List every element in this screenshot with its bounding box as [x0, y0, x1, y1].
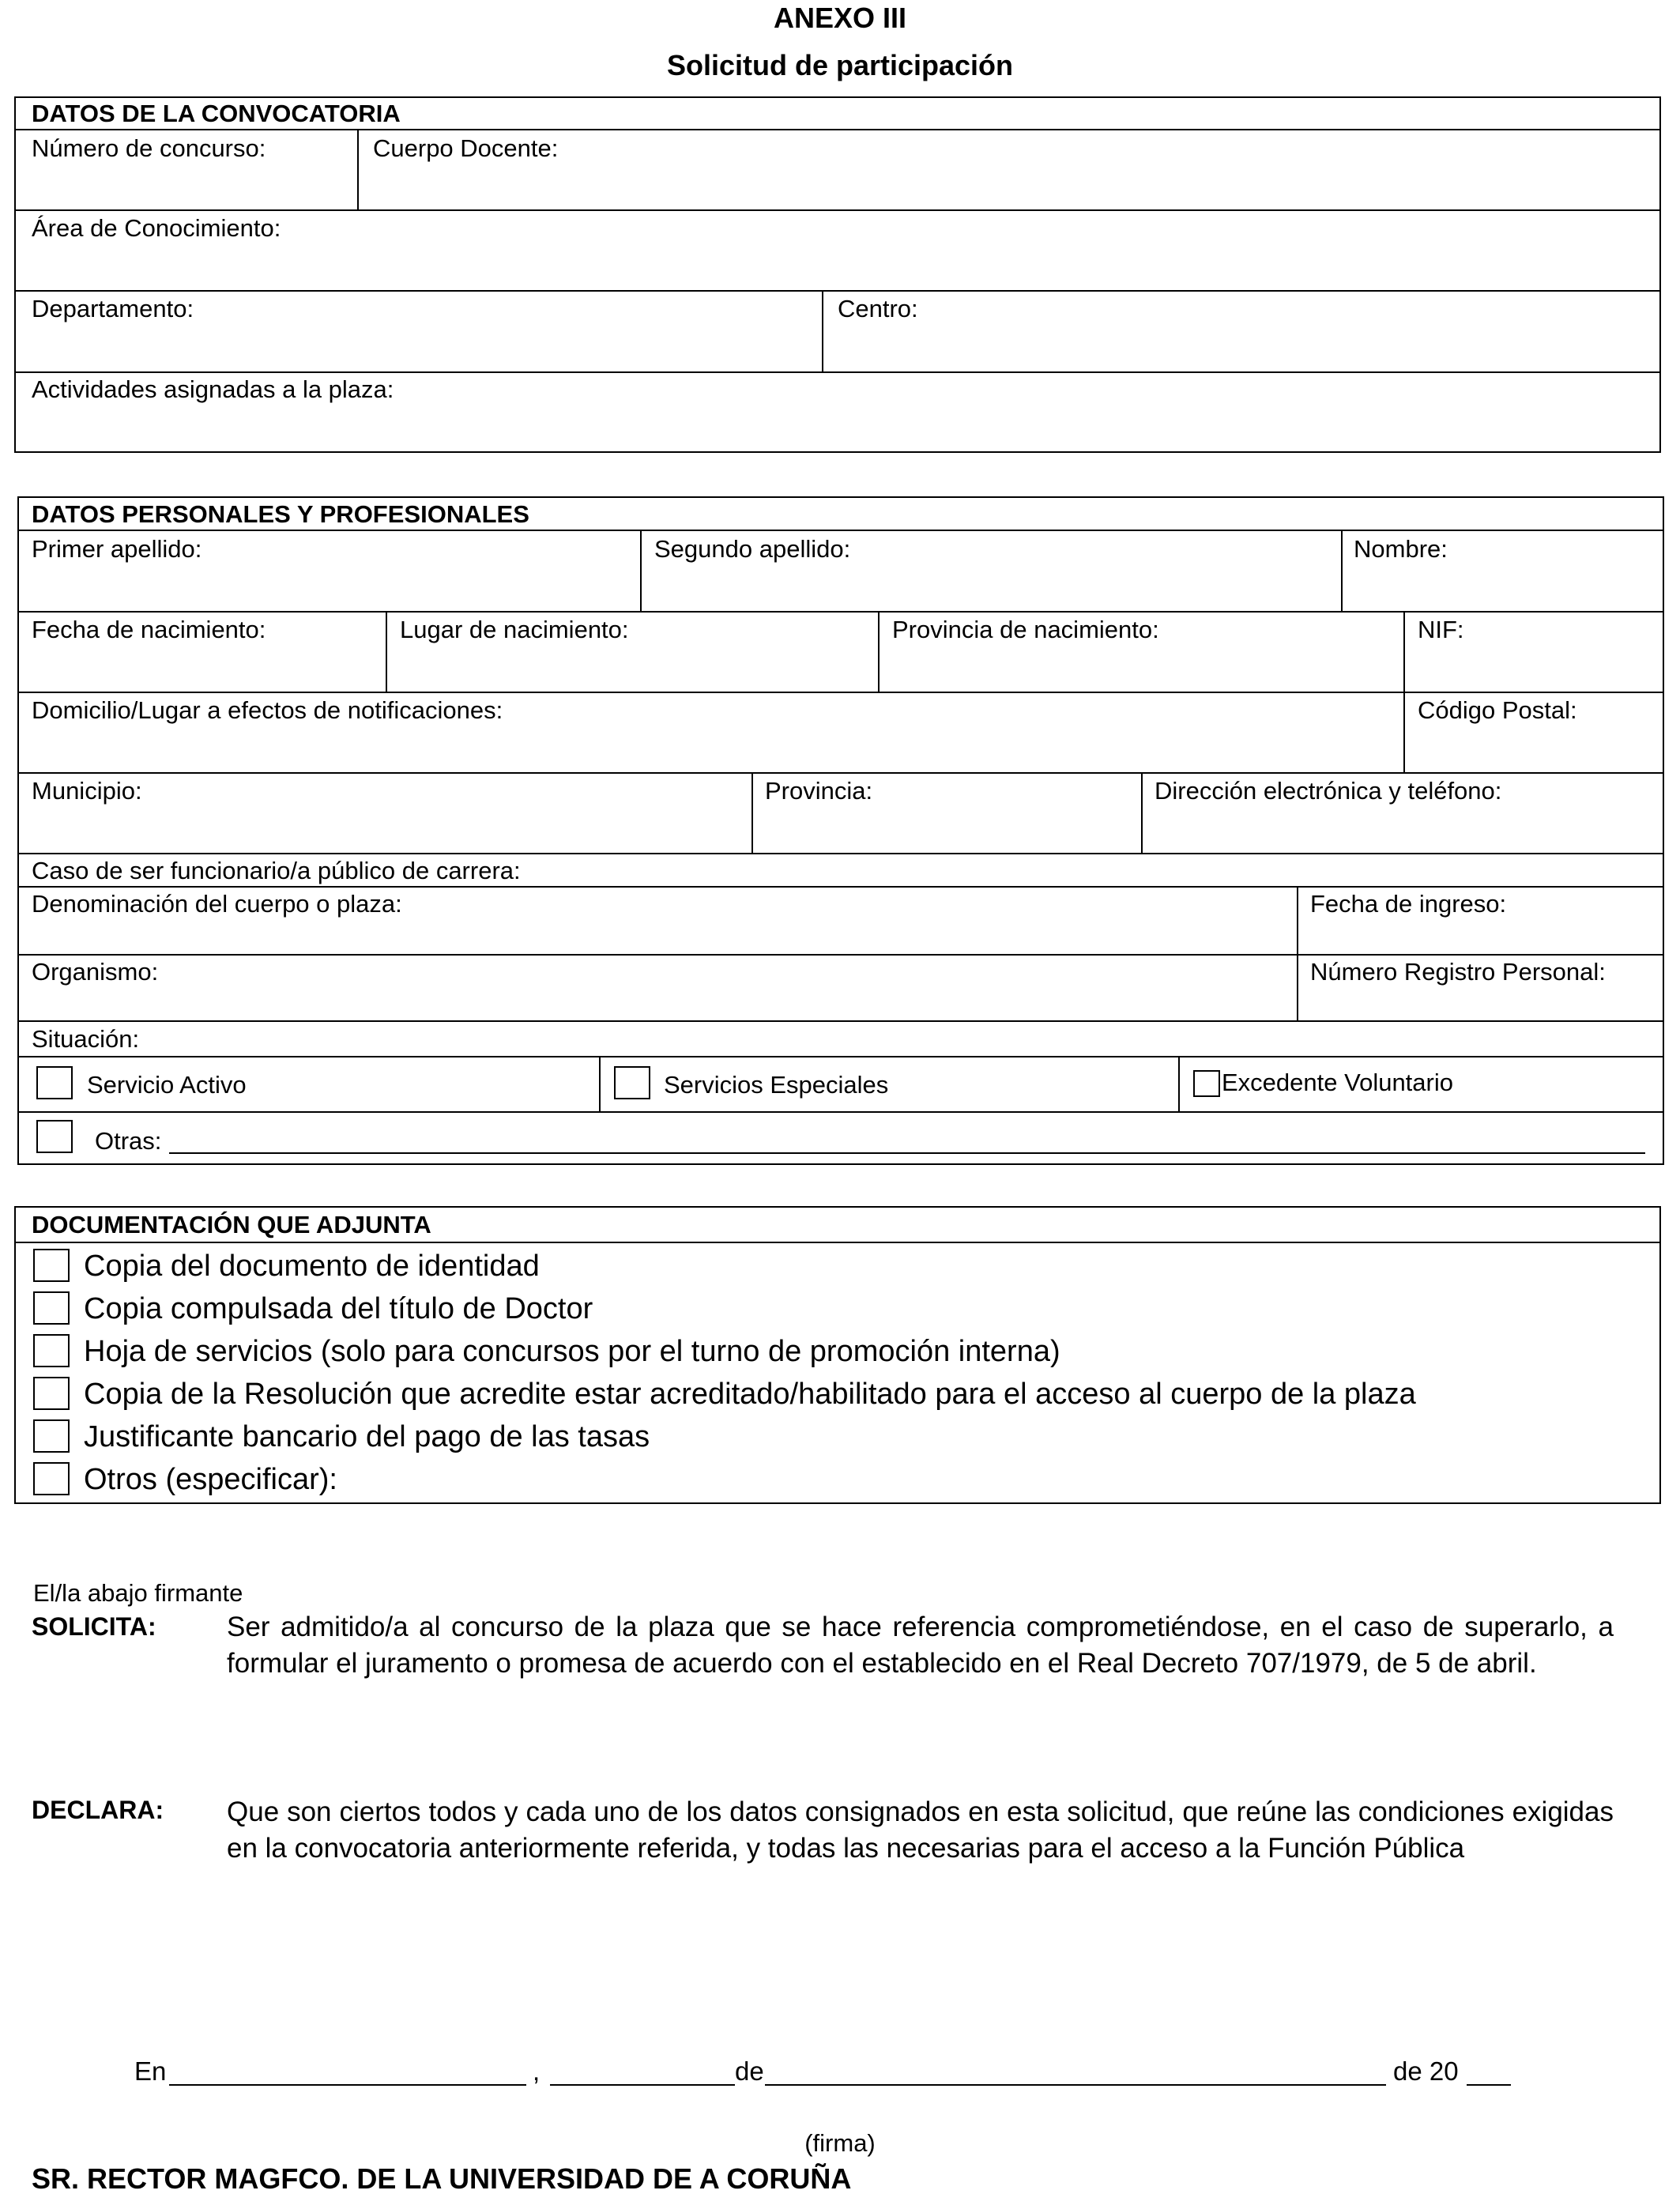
divider [599, 1056, 601, 1111]
divider [1178, 1056, 1180, 1111]
solicita-text: Ser admitido/a al concurso de la plaza que se hace referencia comprometiéndose, en el caso de superarlo, a formular el juramento o promesa de acuerdo con el establecido en el Real Decreto 707/1979, de 5 de abril. [227, 1612, 1614, 1679]
comma-label: , [533, 2056, 541, 2086]
divider [640, 530, 642, 611]
cuerpo-docente-label: Cuerpo Docente: [373, 134, 559, 162]
doc-checkbox[interactable] [33, 1334, 70, 1367]
divider [14, 209, 1661, 211]
divider [17, 954, 1664, 956]
codigo-postal-label: Código Postal: [1418, 696, 1577, 724]
declara-text: Que son ciertos todos y cada uno de los datos consignados en esta solicitud, que reúne las condiciones exigidas en la convocatoria anteriormente referida, y todas las necesarias para el acceso a la Función Pública [227, 1796, 1614, 1864]
divider [878, 611, 880, 692]
divider [17, 1056, 1664, 1057]
doc-item-label: Copia compulsada del título de Doctor [84, 1292, 593, 1325]
doc-checkbox[interactable] [33, 1462, 70, 1495]
personales-section-title: DATOS PERSONALES Y PROFESIONALES [32, 500, 529, 528]
recipient: SR. RECTOR MAGFCO. DE LA UNIVERSIDAD DE A CORUÑA [32, 2162, 852, 2194]
divider [17, 772, 1664, 774]
doc-checkbox[interactable] [33, 1291, 70, 1325]
dia-input-line[interactable] [550, 2084, 735, 2086]
divider [14, 290, 1661, 292]
firmante-intro: El/la abajo firmante [33, 1579, 243, 1607]
situacion-label: Situación: [32, 1025, 140, 1053]
otras-input-line[interactable] [169, 1152, 1645, 1154]
declara-label: DECLARA: [32, 1796, 164, 1824]
otras-checkbox[interactable] [36, 1120, 73, 1153]
divider [1141, 772, 1143, 853]
provincia-label: Provincia: [765, 777, 873, 805]
divider [357, 129, 359, 209]
divider [17, 1020, 1664, 1022]
doc-checkbox[interactable] [33, 1377, 70, 1410]
mes-input-line[interactable] [765, 2084, 1386, 2086]
denominacion-cuerpo-label: Denominación del cuerpo o plaza: [32, 890, 402, 918]
solicita-label: SOLICITA: [32, 1612, 156, 1641]
documentacion-section-title: DOCUMENTACIÓN QUE ADJUNTA [32, 1211, 431, 1238]
excedente-voluntario-checkbox[interactable] [1193, 1070, 1220, 1097]
numero-concurso-label: Número de concurso: [32, 134, 266, 162]
doc-checkbox[interactable] [33, 1249, 70, 1282]
divider [386, 611, 387, 692]
divider [17, 611, 1664, 613]
servicio-activo-label: Servicio Activo [87, 1071, 247, 1099]
divider [17, 1111, 1664, 1113]
actividades-label: Actividades asignadas a la plaza: [32, 375, 394, 403]
convocatoria-section-title: DATOS DE LA CONVOCATORIA [32, 100, 401, 127]
doc-item-label: Copia de la Resolución que acredite estar acreditado/habilitado para el acceso al cuerpo de la plaza [84, 1378, 1416, 1411]
doc-item-label: Hoja de servicios (solo para concursos por el turno de promoción interna) [84, 1335, 1060, 1368]
annex-title: ANEXO III [773, 2, 907, 34]
provincia-nacimiento-label: Provincia de nacimiento: [892, 616, 1159, 643]
domicilio-label: Domicilio/Lugar a efectos de notificaciones: [32, 696, 503, 724]
excedente-voluntario-label: Excedente Voluntario [1222, 1069, 1453, 1096]
lugar-input-line[interactable] [169, 2084, 526, 2086]
doc-checkbox[interactable] [33, 1419, 70, 1453]
de-label: de [735, 2056, 764, 2086]
divider [17, 853, 1664, 854]
fecha-nacimiento-label: Fecha de nacimiento: [32, 616, 266, 643]
otras-label: Otras: [95, 1127, 162, 1155]
divider [14, 1242, 1661, 1243]
servicio-activo-checkbox[interactable] [36, 1066, 73, 1099]
personales-section [17, 496, 1664, 1165]
divider [14, 371, 1661, 373]
form-title: Solicitud de participación [666, 49, 1014, 81]
de20-label: de 20 [1393, 2056, 1459, 2086]
direccion-electronica-label: Dirección electrónica y teléfono: [1155, 777, 1502, 805]
doc-item-label: Copia del documento de identidad [84, 1250, 540, 1283]
doc-item-label: Justificante bancario del pago de las tasas [84, 1420, 650, 1453]
anio-input-line[interactable] [1467, 2084, 1511, 2086]
departamento-label: Departamento: [32, 295, 194, 322]
centro-label: Centro: [838, 295, 918, 322]
servicios-especiales-label: Servicios Especiales [664, 1071, 889, 1099]
fecha-ingreso-label: Fecha de ingreso: [1310, 890, 1507, 918]
en-label: En [134, 2056, 167, 2086]
divider [1297, 886, 1298, 1020]
nif-label: NIF: [1418, 616, 1464, 643]
nombre-label: Nombre: [1354, 535, 1448, 563]
area-conocimiento-label: Área de Conocimiento: [32, 214, 281, 242]
primer-apellido-label: Primer apellido: [32, 535, 202, 563]
caso-funcionario-label: Caso de ser funcionario/a público de carrera: [32, 857, 521, 884]
segundo-apellido-label: Segundo apellido: [654, 535, 851, 563]
divider [17, 530, 1664, 531]
divider [751, 772, 753, 853]
divider [17, 692, 1664, 693]
municipio-label: Municipio: [32, 777, 142, 805]
organismo-label: Organismo: [32, 958, 159, 986]
divider [1341, 530, 1343, 611]
doc-item-label: Otros (especificar): [84, 1463, 337, 1496]
divider [822, 290, 823, 371]
firma-label: (firma) [804, 2129, 876, 2157]
divider [14, 129, 1661, 130]
servicios-especiales-checkbox[interactable] [614, 1066, 650, 1099]
lugar-nacimiento-label: Lugar de nacimiento: [400, 616, 629, 643]
numero-registro-label: Número Registro Personal: [1310, 958, 1606, 986]
divider [17, 886, 1664, 888]
